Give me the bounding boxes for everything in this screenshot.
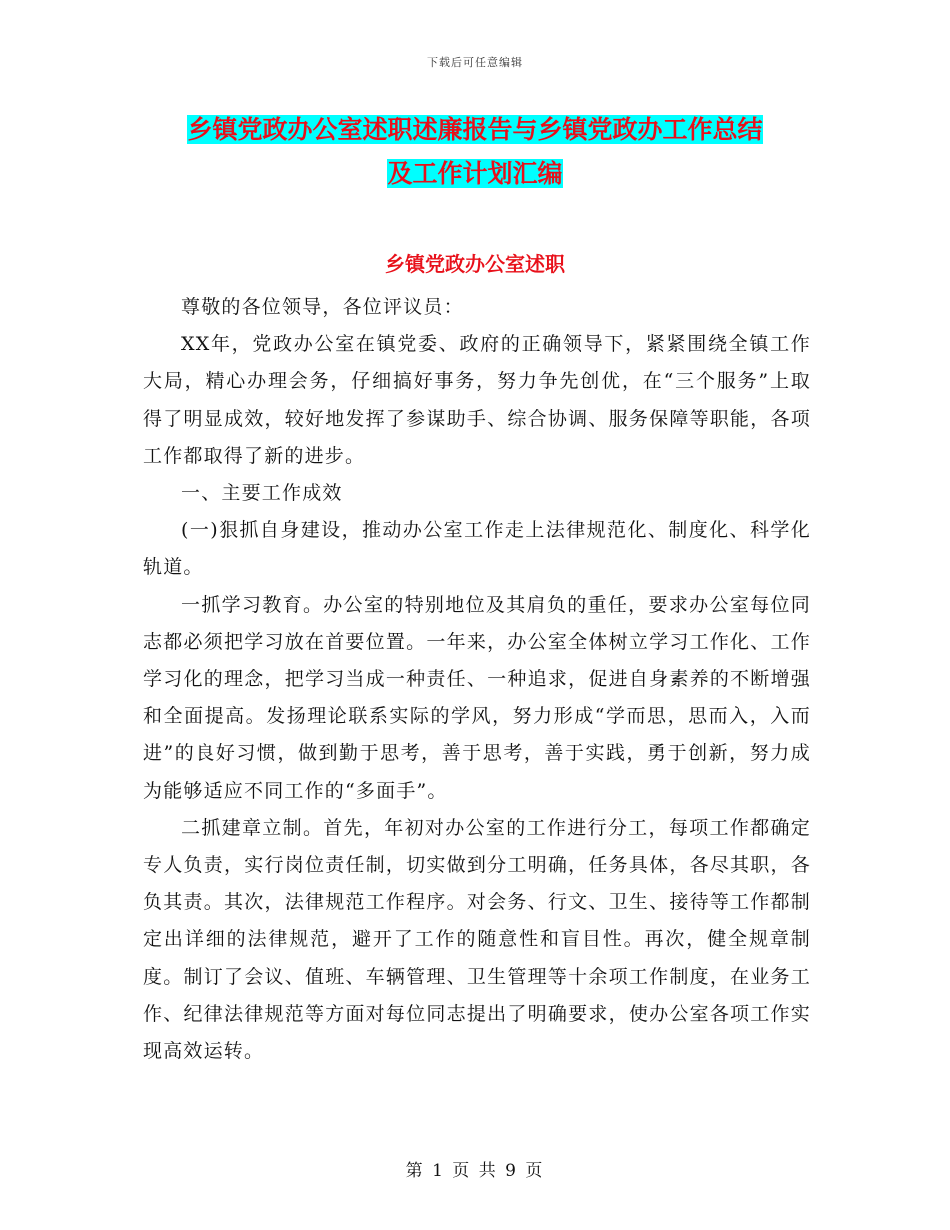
- section-title: 乡镇党政办公室述职: [385, 252, 565, 276]
- paragraph-salutation: 尊敬的各位领导，各位评议员：: [181, 296, 464, 318]
- subheading-self-building: (一)狠抓自身建设，推动办公室工作走上法律规范化、制度化、科学化轨道。: [143, 519, 811, 579]
- document-title-line-2: 及工作计划汇编: [387, 159, 563, 188]
- document-body: [143, 289, 811, 1070]
- document-title: [0, 108, 950, 196]
- page-footer: 第 1 页 共 9 页: [405, 1161, 545, 1181]
- document-title-line-1: 乡镇党政办公室述职述廉报告与乡镇党政办工作总结: [187, 115, 763, 144]
- page-header-note: 下载后可任意编辑: [427, 56, 523, 69]
- paragraph-study-education: 一抓学习教育。办公室的特别地位及其肩负的重任，要求办公室每位同志都必须把学习放在首要位置。一年来，办公室全体树立学习工作化、工作学习化的理念，把学习当成一种责任、一种追求，促进自身素养的不断增强和全面提高。发扬理论联系实际的学风，努力形成“学而思，思而入，入而进”的良好习惯，做到勤于思考，善于思考，善于实践，勇于创新，努力成为能够适应不同工作的“多面手”。: [143, 593, 811, 802]
- paragraph-intro: XX年，党政办公室在镇党委、政府的正确领导下，紧紧围绕全镇工作大局，精心办理会务，仔细搞好事务，努力争先创优，在“三个服务”上取得了明显成效，较好地发挥了参谋助手、综合协调、服务保障等职能，各项工作都取得了新的进步。: [143, 333, 811, 467]
- paragraph-rules-system: 二抓建章立制。首先，年初对办公室的工作进行分工，每项工作都确定专人负责，实行岗位责任制，切实做到分工明确，任务具体，各尽其职，各负其责。其次，法律规范工作程序。对会务、行文、卫生、接待等工作都制定出详细的法律规范，避开了工作的随意性和盲目性。再次，健全规章制度。制订了会议、值班、车辆管理、卫生管理等十余项工作制度，在业务工作、纪律法律规范等方面对每位同志提出了明确要求，使办公室各项工作实现高效运转。: [143, 816, 811, 1063]
- heading-main-results: 一、主要工作成效: [181, 482, 343, 505]
